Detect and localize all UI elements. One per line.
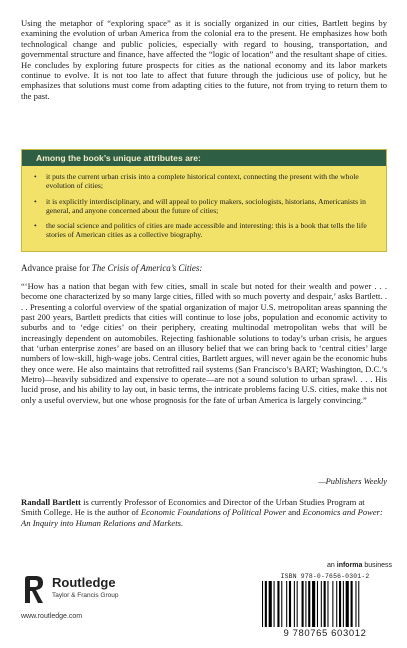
tagline-brand: informa — [336, 562, 363, 569]
attributes-list — [32, 172, 376, 246]
bullet-icon: • — [34, 172, 37, 181]
list-item — [32, 172, 376, 191]
attribute-text: it is explicitly interdisciplinary, and will appeal to policy makers, sociologists, historians, Americanists in general, and anyone concerned about the future of cities; — [46, 196, 366, 215]
publisher-website[interactable]: www.routledge.com — [21, 613, 83, 620]
bullet-icon: • — [34, 221, 37, 231]
barcode-bar — [339, 581, 341, 627]
attributes-heading: Among the book’s unique attributes are: — [22, 150, 386, 166]
isbn-label: ISBN 978-0-7656-0301-2 — [280, 573, 370, 580]
bio-book-2: Economics and Power: An Inquiry into Human Relations and Markets — [21, 507, 383, 528]
list-item — [32, 197, 376, 216]
publisher-logo — [21, 573, 151, 613]
bio-text: is currently Professor of Economics and Director of the Urban Studies Program at Smith College. He is the author of — [21, 497, 365, 518]
quote-source: —Publishers Weekly — [318, 477, 387, 486]
barcode-bar — [308, 581, 310, 627]
advance-praise-lead: Advance praise for — [21, 263, 92, 273]
barcode-bar — [262, 581, 263, 627]
barcode-bar — [321, 581, 322, 627]
publisher-group: Taylor & Francis Group — [52, 592, 119, 599]
barcode-bar — [305, 581, 306, 627]
barcode-bar — [281, 581, 282, 627]
bio-between: and — [285, 507, 303, 518]
barcode-bar — [351, 581, 353, 627]
barcode-bar — [336, 581, 337, 627]
barcode-bar — [294, 581, 295, 627]
barcode-icon — [258, 581, 392, 629]
barcode-bar — [302, 581, 304, 627]
author-name: Randall Bartlett — [21, 497, 81, 507]
attributes-box — [21, 149, 387, 252]
barcode-bar — [346, 581, 349, 627]
barcode-bar — [355, 581, 356, 627]
barcode-bar — [327, 581, 328, 627]
barcode-bar — [358, 581, 359, 627]
book-title: The Crisis of America’s Cities: — [91, 263, 203, 273]
author-bio — [21, 497, 387, 528]
bullet-icon: • — [34, 196, 37, 206]
barcode-bar — [297, 581, 298, 627]
review-quote: “‘How has a nation that began with few cities, small in scale but noted for their wealth and power . . . become one characterized by so many large cities, filled with so much poverty and despair,’ asks Bartlett. . . . Presenting a colorful overview of the spatial organization of major U.S. metropolitan areas spanning the past 200 years, Bartlett predicts that cities will continue to lose jobs, population and economic activity to suburbs and to ‘edge cities’ on their periphery, creating multinodal metropolitan webs that will be increasingly dependent on automobiles. Rejecting fashionable solutions to today’s urban crisis, he argues that ‘urban enterprise zones’ are based on an illusory belief that we can bring back to ‘central cities’ large numbers of low-skill, high-wage jobs. Central cities, Bartlett argues, will never again be the economic hubs they once were. He also maintains that retrofitted rail systems (San Francisco’s BART; Washington, D.C.’s Metro)—heavily subsidized and expensive to operate—are not a sound solution to urban sprawl. . . . His lucid prose, and his ability to lay out, in basic terms, the intricate problems facing U.S. cities, make this not only a useful overview, but one whose prognosis for the fate of urban America is largely convincing.” — [21, 281, 387, 405]
bio-end: . — [180, 517, 184, 528]
barcode-digits: 9 780765 603012 — [283, 628, 367, 639]
barcode-bar — [269, 581, 272, 627]
attribute-text: the social science and politics of cities are made accessible and interesting: this is a book that tells the life stories of American cities as a collective biography. — [46, 221, 367, 240]
barcode-bar — [324, 581, 326, 627]
routledge-logo-icon — [21, 573, 47, 607]
publisher-name: Routledge — [52, 575, 116, 590]
barcode-bar — [277, 581, 279, 627]
barcode-bar — [274, 581, 275, 627]
barcode-bar — [289, 581, 291, 627]
advance-praise-heading — [21, 263, 202, 273]
intro-paragraph: Using the metaphor of “exploring space” as it is socially organized in our cities, Bartlett begins by examining the evolution of urban America from the colonial era to the present. He emphasizes how both technological change and public policies, especially with regard to housing, transportation, and governmental structure and finance, have affected the “logic of location” and the resultant shape of cities. He concludes by exploring future prospects for cities as the national economy and its labor markets continue to evolve. It is not too late to affect that future through the judicious use of policy, but he emphasizes that solutions must come from adapting cities to the future, not from trying to return them to the past. — [21, 18, 387, 101]
barcode-bar — [265, 581, 267, 627]
attribute-text: it puts the current urban crisis into a complete historical context, connecting the present with the whole evolution of cities; — [46, 172, 359, 191]
bio-book-1: Economic Foundations of Political Power — [140, 507, 286, 518]
barcode-block — [258, 562, 392, 642]
tagline-prefix: an — [327, 562, 337, 569]
list-item — [32, 221, 376, 240]
barcode-bar — [312, 581, 315, 627]
barcode-bar — [286, 581, 287, 627]
tagline-suffix: business — [362, 562, 392, 569]
barcode-bar — [332, 581, 333, 627]
barcode-bar — [317, 581, 318, 627]
barcode-bar — [343, 581, 344, 627]
informa-tagline — [258, 562, 392, 569]
